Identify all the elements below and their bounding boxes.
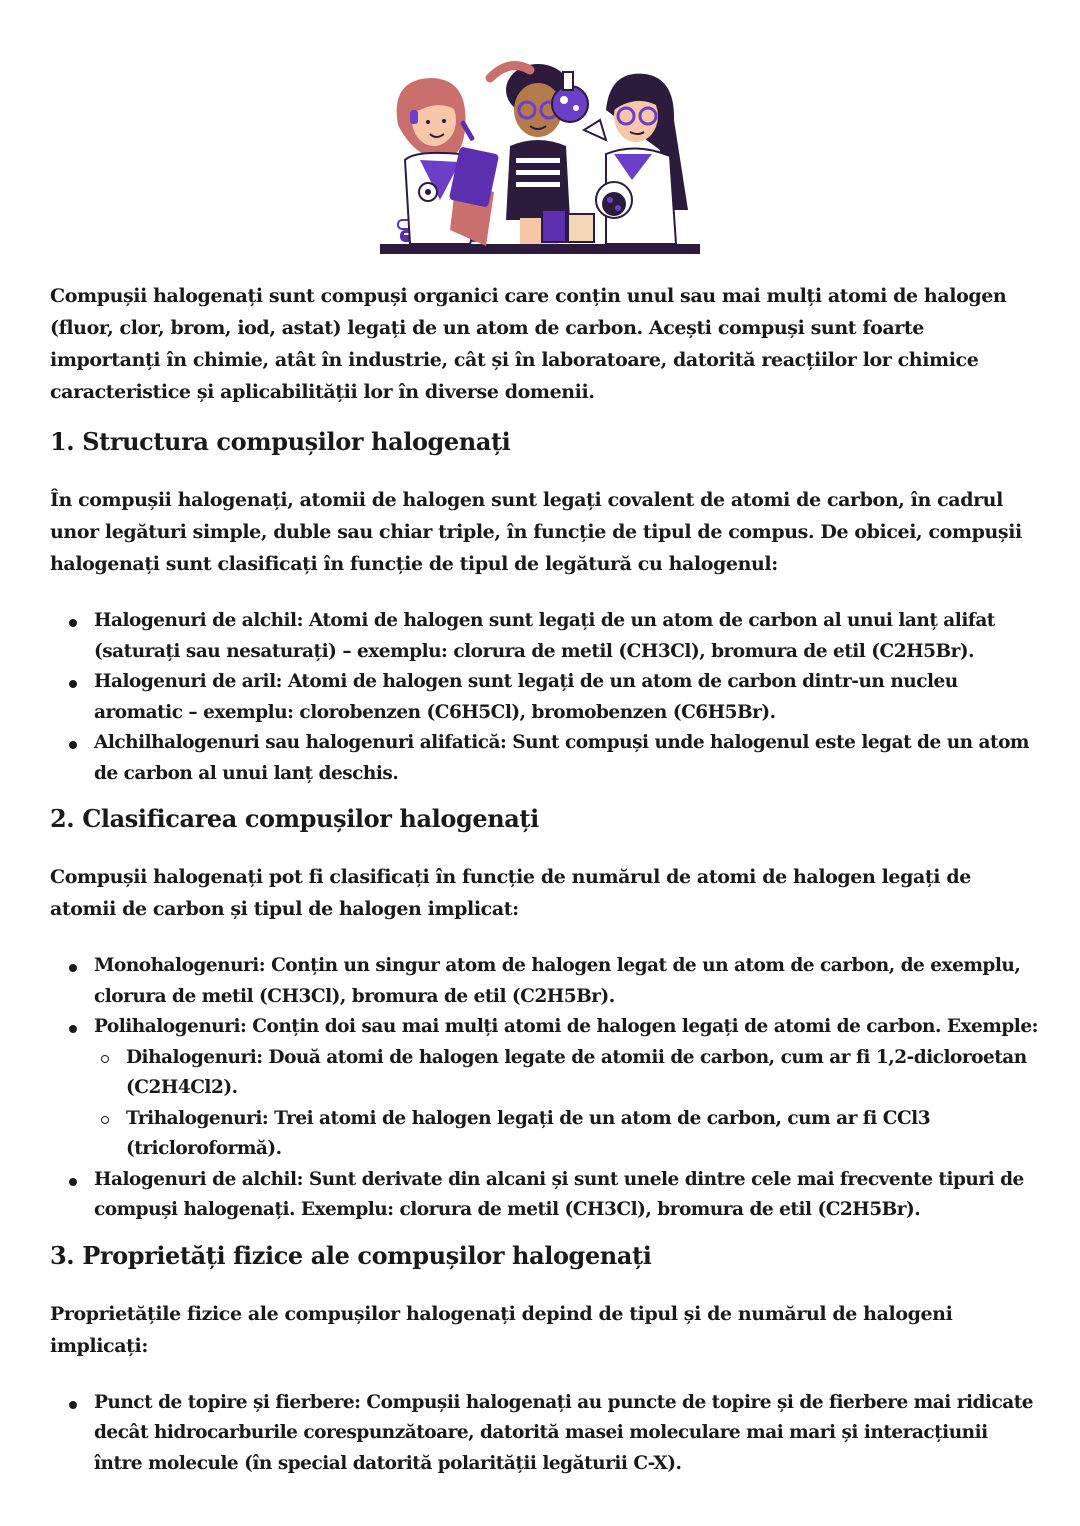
- sublist: [94, 1043, 1040, 1165]
- intro-paragraph: Compușii halogenați sunt compuși organici care conțin unul sau mai mulți atomi de halogen (fluor, clor, brom, iod, astat) legați de un atom de carbon. Acești compuși sunt foarte importanți în chimie, atât în industrie, cât și în laboratoare, datorită reacțiilor lor chimice caracteristice și aplicabilității lor în diverse domenii.: [50, 285, 1007, 403]
- list-item-text: Halogenuri de alchil: Sunt derivate din alcani și sunt unele dintre cele mai frecvente tipuri de compuși halogenați. Exemplu: clorura de metil (CH3Cl), bromura de etil (C2H5Br).: [94, 1168, 1024, 1220]
- sublist-item: Dihalogenuri: Două atomi de halogen legate de atomii de carbon, cum ar fi 1,2-dicloroetan (C2H4Cl2).: [94, 1043, 1040, 1104]
- structure-list: [50, 606, 1040, 789]
- physical-properties-list: [50, 1388, 1040, 1480]
- list-item: [50, 1165, 1040, 1226]
- document-body: [50, 280, 1040, 1479]
- list-item: Halogenuri de alchil: Atomi de halogen sunt legați de un atom de carbon al unui lanț alifat (saturați sau nesaturați) – exemplu: clorura de metil (CH3Cl), bromura de etil (C2H5Br).: [50, 606, 1040, 667]
- list-item-text: Polihalogenuri: Conțin doi sau mai mulți atomi de halogen legați de atomi de carbon. Exemple:: [94, 1016, 1038, 1037]
- section-heading-classification: 2. Clasificarea compușilor halogenați: [50, 804, 539, 833]
- section-heading-physical-properties: 3. Proprietăți fizice ale compușilor halogenați: [50, 1240, 652, 1270]
- list-item: Punct de topire și fierbere: Compușii halogenați au puncte de topire și de fierbere mai ridicate decât hidrocarburile corespunzătoare, datorită masei moleculare mai mari și interacțiunii între molecule (în special datorită polarității legăturii C-X).: [50, 1388, 1040, 1480]
- list-item: Halogenuri de aril: Atomi de halogen sunt legați de un atom de carbon dintr-un nucleu aromatic – exemplu: clorobenzen (C6H5Cl), bromobenzen (C6H5Br).: [50, 667, 1040, 728]
- section-paragraph-physical-properties: Proprietățile fizice ale compușilor halogenați depind de tipul și de numărul de halogeni implicați:: [50, 1302, 953, 1357]
- list-item: Alchilhalogenuri sau halogenuri alifatică: Sunt compuși unde halogenul este legat de un atom de carbon al unui lanț deschis.: [50, 728, 1040, 789]
- section-paragraph-classification: Compușii halogenați pot fi clasificați în funcție de numărul de atomi de halogen legați de atomii de carbon și tipul de halogen implicat:: [50, 866, 971, 920]
- list-item: [50, 951, 1040, 1012]
- section-heading-structure: 1. Structura compușilor halogenați: [50, 427, 511, 456]
- section-paragraph-structure: În compușii halogenați, atomii de halogen sunt legați covalent de atomi de carbon, în cadrul unor legături simple, duble sau chiar triple, în funcție de tipul de compus. De obicei, compușii halogenați sunt clasificați în funcție de tipul de legătură cu halogenul:: [50, 489, 1022, 575]
- classification-list: [50, 951, 1040, 1226]
- list-item: [50, 1012, 1040, 1165]
- scientists-illustration: [370, 50, 710, 262]
- sublist-item: Trihalogenuri: Trei atomi de halogen legați de un atom de carbon, cum ar fi CCl3 (tricloroformă).: [94, 1104, 1040, 1165]
- list-item-text: Monohalogenuri: Conțin un singur atom de halogen legat de un atom de carbon, de exemplu, clorura de metil (CH3Cl), bromura de etil (C2H5Br).: [94, 955, 1021, 1007]
